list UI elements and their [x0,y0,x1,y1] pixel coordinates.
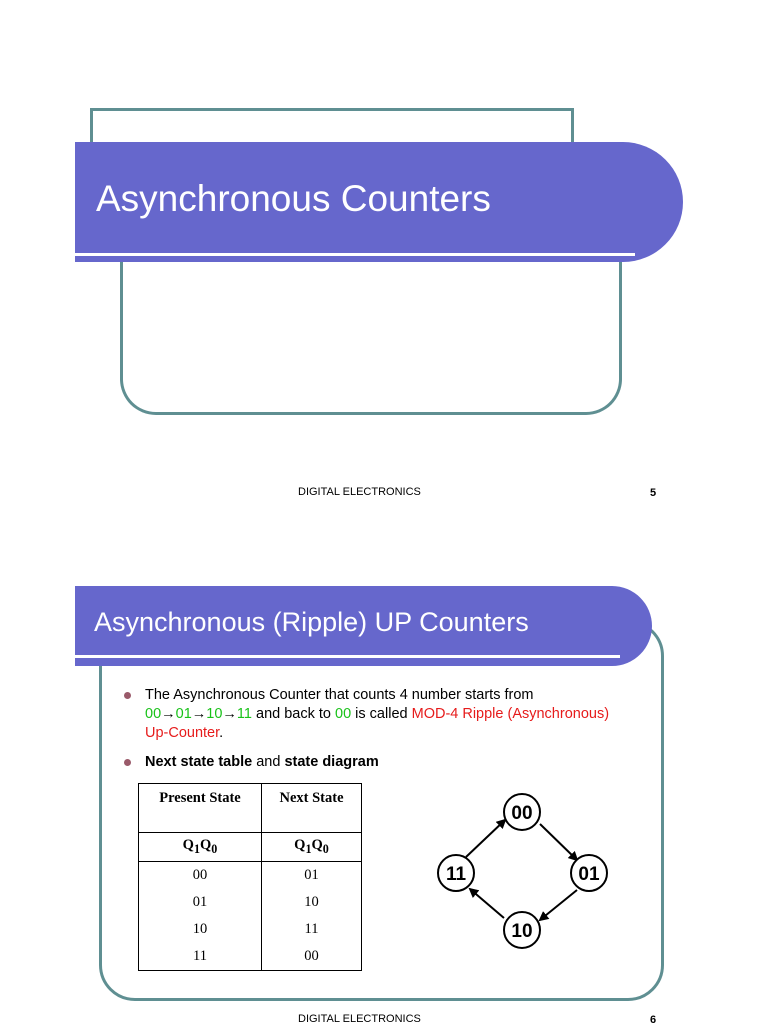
table-cell: 11 [262,916,362,943]
transition-arrow [470,889,504,918]
bullet1-text [145,686,609,743]
svg-text:11: 11 [445,864,467,885]
state-node [438,855,474,891]
table-cell: 00 [262,943,362,971]
table-header: Next State [262,784,362,833]
slide1-title: Asynchronous Counters [96,178,491,219]
slide1-page-number: 5 [650,487,657,499]
table-cell: 10 [139,916,262,943]
svg-text:10: 10 [511,921,533,942]
table-cell: 01 [262,862,362,890]
table-row [139,889,362,916]
bullet1-line3: Up-Counter. [145,725,224,741]
transition-arrow [466,820,505,857]
table-row [139,862,362,890]
table-row [139,916,362,943]
state-node [504,912,540,948]
slide2-page-number: 6 [650,1014,657,1026]
table-cell: 11 [139,943,262,971]
table-header: Present State [139,784,262,833]
state-node [571,855,607,891]
bullet1-line2: 00→01→10→11 and back to 00 is called MOD-4 Ripple (Asynchronous) [145,706,610,722]
svg-text:01: 01 [578,864,600,885]
table-subheader: $Q_1Q_0$ [139,833,262,862]
slide1-title-underline [75,253,635,256]
transition-arrow [540,824,577,860]
slide2-title-underline [75,655,620,658]
bullet-marker [124,759,131,766]
next-state-table [138,783,362,971]
table-cell: 10 [262,889,362,916]
table-cell: 01 [139,889,262,916]
bullet-marker [124,692,131,699]
state-node [504,794,540,830]
transition-arrow [540,890,577,920]
bullet2-text: Next state table and state diagram [145,754,379,770]
table-subheader: $Q_1Q_0$ [262,833,362,862]
table-cell: 00 [139,862,262,890]
table-row [139,943,362,971]
bullet1-line1: The Asynchronous Counter that counts 4 number starts from [145,687,534,703]
slide1-bottom-frame [120,262,622,415]
svg-text:00: 00 [511,803,533,824]
slide2-title: Asynchronous (Ripple) UP Counters [94,607,529,637]
slide1-footer: DIGITAL ELECTRONICS [298,486,421,498]
slide2-footer: DIGITAL ELECTRONICS [298,1013,421,1025]
state-diagram [430,788,610,953]
